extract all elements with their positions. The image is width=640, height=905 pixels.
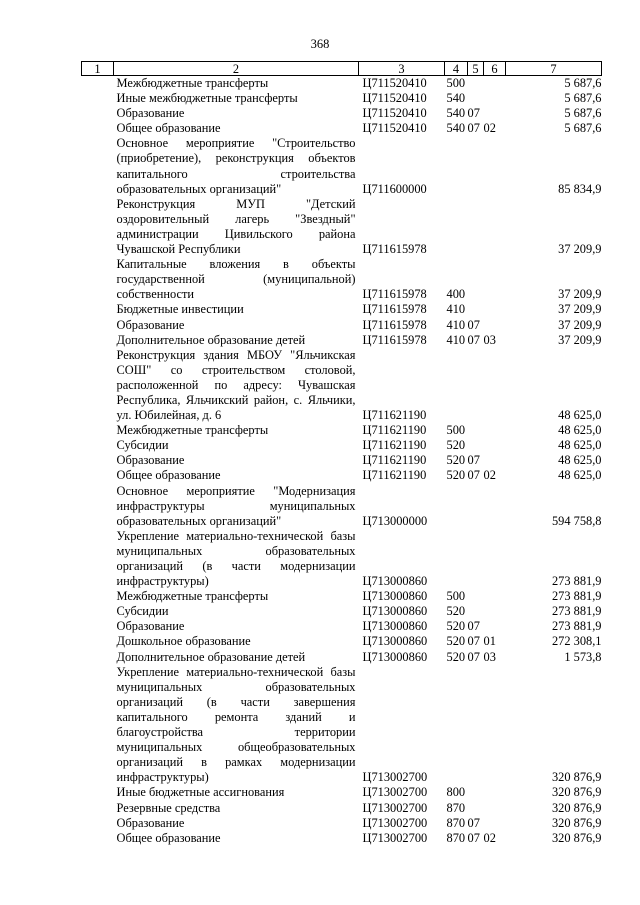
row-name: Общее образование	[116, 830, 221, 845]
blank-cell	[82, 423, 114, 438]
row-code: Ц711621190	[362, 408, 427, 423]
row-amount: 37 209,9	[558, 317, 602, 332]
blank-cell	[82, 619, 114, 634]
row-amount: 48 625,0	[558, 468, 602, 483]
row-subsection: 01	[483, 634, 496, 649]
row-expense-type: 500	[446, 423, 466, 438]
header-col-3: 3	[359, 62, 445, 76]
row-subsection	[484, 484, 506, 529]
row-expense-type: 520	[446, 634, 466, 649]
row-name: Субсидии	[116, 604, 169, 619]
row-expense-type	[445, 348, 468, 423]
row-expense-type: 520	[446, 438, 466, 453]
row-name: Укрепление материально-технической базы муниципальных образовательных организаций (в части модернизации инфраструктуры)	[116, 528, 356, 589]
blank-cell	[82, 484, 114, 529]
row-subsection: 03	[483, 649, 496, 664]
row-name: Образование	[116, 106, 185, 121]
row-expense-type: 540	[446, 121, 466, 136]
header-col-6: 6	[484, 62, 506, 76]
row-section	[468, 785, 484, 800]
row-code: Ц711520410	[362, 91, 427, 106]
row-amount: 48 625,0	[558, 453, 602, 468]
header-col-7: 7	[506, 62, 602, 76]
row-amount: 320 876,9	[551, 830, 602, 845]
row-subsection	[484, 816, 506, 831]
row-expense-type	[445, 665, 468, 786]
row-section	[468, 257, 484, 302]
row-section: 07	[467, 453, 480, 468]
row-section	[468, 197, 484, 257]
row-name: Иные бюджетные ассигнования	[116, 785, 285, 800]
row-expense-type: 870	[446, 830, 466, 845]
row-section: 07	[467, 830, 480, 845]
blank-cell	[82, 76, 114, 92]
row-name: Дошкольное образование	[116, 634, 251, 649]
row-section	[468, 801, 484, 816]
row-section: 07	[467, 121, 480, 136]
row-code: Ц711615978	[362, 332, 427, 347]
header-col-4: 4	[445, 62, 468, 76]
table-row	[82, 831, 602, 846]
row-expense-type: 540	[446, 91, 466, 106]
row-amount: 320 876,9	[551, 785, 602, 800]
header-col-1: 1	[82, 62, 114, 76]
row-expense-type: 410	[446, 332, 466, 347]
row-expense-type	[445, 136, 468, 196]
row-subsection	[484, 665, 506, 786]
blank-cell	[82, 333, 114, 348]
table-body	[82, 76, 602, 846]
row-amount: 320 876,9	[551, 770, 602, 785]
row-expense-type: 520	[446, 453, 466, 468]
row-code: Ц711520410	[362, 76, 427, 90]
row-expense-type	[445, 529, 468, 589]
row-name: Основное мероприятие "Модернизация инфраструктуры муниципальных образовательных организаций"	[116, 483, 356, 528]
row-amount: 37 209,9	[558, 287, 602, 302]
row-code: Ц711621190	[362, 423, 427, 438]
row-name: Межбюджетные трансферты	[116, 589, 269, 604]
row-section	[468, 438, 484, 453]
blank-cell	[82, 831, 114, 846]
blank-cell	[82, 785, 114, 800]
header-col-5: 5	[468, 62, 484, 76]
blank-cell	[82, 634, 114, 649]
row-name: Общее образование	[116, 121, 221, 136]
blank-cell	[82, 650, 114, 665]
table-row	[82, 634, 602, 649]
row-amount: 273 881,9	[551, 589, 602, 604]
row-code: Ц711621190	[362, 453, 427, 468]
budget-table	[81, 61, 602, 846]
row-code: Ц711615978	[362, 317, 427, 332]
row-expense-type: 520	[446, 649, 466, 664]
row-amount: 273 881,9	[551, 619, 602, 634]
blank-cell	[82, 589, 114, 604]
row-subsection	[484, 91, 506, 106]
blank-cell	[82, 257, 114, 302]
table-row	[82, 589, 602, 604]
row-section	[468, 76, 484, 92]
row-expense-type: 540	[446, 106, 466, 121]
row-subsection	[484, 76, 506, 92]
row-section	[468, 348, 484, 423]
row-code: Ц713002700	[362, 770, 428, 785]
row-code: Ц713000860	[362, 619, 428, 634]
blank-cell	[82, 468, 114, 483]
row-name: Образование	[116, 815, 185, 830]
row-code: Ц713000860	[362, 649, 428, 664]
row-expense-type: 500	[446, 76, 466, 90]
table-row	[82, 453, 602, 468]
row-code: Ц713000860	[362, 634, 428, 649]
row-expense-type: 500	[446, 589, 466, 604]
row-section	[468, 484, 484, 529]
row-subsection	[484, 106, 506, 121]
row-code: Ц711520410	[362, 106, 427, 121]
row-code: Ц713002700	[362, 830, 428, 845]
blank-cell	[82, 348, 114, 423]
row-amount: 272 308,1	[551, 634, 602, 649]
row-section: 07	[467, 619, 480, 634]
row-section: 07	[467, 634, 480, 649]
row-name: Образование	[116, 619, 185, 634]
row-amount: 85 834,9	[558, 181, 602, 196]
blank-cell	[82, 529, 114, 589]
table-row	[82, 423, 602, 438]
row-section	[468, 136, 484, 196]
row-amount: 320 876,9	[551, 800, 602, 815]
row-section	[468, 91, 484, 106]
blank-cell	[82, 801, 114, 816]
table-row	[82, 121, 602, 136]
row-amount: 273 881,9	[551, 574, 602, 589]
row-amount: 273 881,9	[551, 604, 602, 619]
row-section: 07	[467, 815, 480, 830]
row-section	[468, 604, 484, 619]
row-code: Ц711600000	[362, 181, 427, 196]
page-number: 368	[310, 37, 330, 51]
blank-cell	[82, 318, 114, 333]
row-expense-type: 520	[446, 468, 466, 483]
row-expense-type: 520	[446, 619, 466, 634]
row-expense-type: 800	[446, 785, 466, 800]
row-subsection	[484, 197, 506, 257]
blank-cell	[82, 438, 114, 453]
row-name: Бюджетные инвестиции	[116, 302, 244, 317]
row-amount: 594 758,8	[551, 513, 602, 528]
row-code: Ц713000860	[362, 574, 428, 589]
table-row	[82, 136, 602, 196]
row-subsection	[484, 453, 506, 468]
blank-cell	[82, 453, 114, 468]
row-code: Ц711621190	[362, 438, 427, 453]
table-row	[82, 484, 602, 529]
row-code: Ц711621190	[362, 468, 427, 483]
row-code: Ц713000000	[362, 513, 428, 528]
row-expense-type: 870	[446, 815, 466, 830]
row-section: 07	[467, 468, 480, 483]
row-subsection: 03	[483, 332, 496, 347]
row-subsection	[484, 257, 506, 302]
row-amount: 37 209,9	[558, 242, 602, 257]
row-expense-type	[445, 197, 468, 257]
row-name: Дополнительное образование детей	[116, 649, 306, 664]
row-name: Общее образование	[116, 468, 221, 483]
table-row	[82, 785, 602, 800]
row-subsection	[484, 136, 506, 196]
table-row	[82, 801, 602, 816]
row-amount: 37 209,9	[558, 302, 602, 317]
row-code: Ц713000860	[362, 589, 428, 604]
row-amount: 5 687,6	[564, 91, 602, 106]
row-subsection	[484, 785, 506, 800]
table-row	[82, 318, 602, 333]
row-code: Ц713002700	[362, 815, 428, 830]
row-subsection	[484, 438, 506, 453]
row-code: Ц713002700	[362, 800, 428, 815]
row-name: Дополнительное образование детей	[116, 332, 306, 347]
row-subsection: 02	[483, 830, 496, 845]
row-amount: 48 625,0	[558, 423, 602, 438]
row-amount: 1 573,8	[564, 649, 602, 664]
row-name: Основное мероприятие "Строительство (приобретение), реконструкция объектов капитального строительства образовательных организаций"	[116, 136, 356, 196]
row-expense-type: 520	[446, 604, 466, 619]
row-expense-type: 410	[446, 302, 466, 317]
table-row	[82, 91, 602, 106]
row-code: Ц711615978	[362, 302, 427, 317]
row-name: Межбюджетные трансферты	[116, 76, 269, 90]
row-amount: 5 687,6	[564, 121, 602, 136]
blank-cell	[82, 197, 114, 257]
row-section: 07	[467, 106, 480, 121]
row-amount: 5 687,6	[564, 76, 602, 90]
row-section	[468, 529, 484, 589]
row-subsection	[484, 801, 506, 816]
header-col-2: 2	[114, 62, 359, 76]
table-row	[82, 816, 602, 831]
table-row	[82, 529, 602, 589]
row-name: Укрепление материально-технической базы муниципальных образовательных организаций (в части завершения капитального ремонта зданий и благоустройства территории муниципальных общеобразовательных организаций в рамках модернизации инфраструктуры)	[116, 664, 356, 785]
row-name: Образование	[116, 317, 185, 332]
table-row	[82, 106, 602, 121]
table-row	[82, 665, 602, 786]
blank-cell	[82, 604, 114, 619]
table-row	[82, 348, 602, 423]
row-subsection: 02	[483, 121, 496, 136]
row-code: Ц711615978	[362, 287, 427, 302]
table-row	[82, 76, 602, 92]
table-row	[82, 438, 602, 453]
row-amount: 5 687,6	[564, 106, 602, 121]
blank-cell	[82, 302, 114, 317]
row-subsection	[484, 619, 506, 634]
row-section: 07	[467, 649, 480, 664]
row-code: Ц711520410	[362, 121, 427, 136]
row-expense-type: 870	[446, 800, 466, 815]
row-name: Резервные средства	[116, 800, 221, 815]
row-name: Капитальные вложения в объекты государственной (муниципальной) собственности	[116, 257, 356, 302]
blank-cell	[82, 816, 114, 831]
table-row	[82, 604, 602, 619]
row-name: Межбюджетные трансферты	[116, 423, 269, 438]
blank-cell	[82, 121, 114, 136]
row-expense-type	[445, 484, 468, 529]
row-section: 07	[467, 317, 480, 332]
row-subsection	[484, 589, 506, 604]
row-section	[468, 302, 484, 317]
header-row	[82, 62, 602, 76]
table-row	[82, 197, 602, 257]
row-name: Иные межбюджетные трансферты	[116, 91, 298, 106]
row-name: Реконструкция здания МБОУ "Яльчикская СОШ" со строительством столовой, расположенной по адресу: Чувашская Республика, Яльчикский район, с. Яльчики, ул. Юбилейная, д. 6	[116, 347, 356, 423]
blank-cell	[82, 91, 114, 106]
row-expense-type: 410	[446, 317, 466, 332]
row-section	[468, 589, 484, 604]
row-code: Ц711615978	[362, 242, 427, 257]
table-row	[82, 468, 602, 483]
row-amount: 320 876,9	[551, 815, 602, 830]
table-header	[82, 62, 602, 76]
row-section	[468, 423, 484, 438]
row-subsection: 02	[483, 468, 496, 483]
table-row	[82, 619, 602, 634]
row-amount: 37 209,9	[558, 332, 602, 347]
row-subsection	[484, 348, 506, 423]
row-subsection	[484, 604, 506, 619]
row-code: Ц713002700	[362, 785, 428, 800]
blank-cell	[82, 106, 114, 121]
row-expense-type: 400	[446, 287, 466, 302]
row-section: 07	[467, 332, 480, 347]
row-name: Образование	[116, 453, 185, 468]
table-row	[82, 257, 602, 302]
blank-cell	[82, 665, 114, 786]
row-amount: 48 625,0	[558, 438, 602, 453]
row-name: Субсидии	[116, 438, 169, 453]
row-code: Ц713000860	[362, 604, 428, 619]
blank-cell	[82, 136, 114, 196]
row-name: Реконструкция МУП "Детский оздоровительный лагерь "Звездный" администрации Цивильского района Чувашской Республики	[116, 196, 356, 257]
row-subsection	[484, 318, 506, 333]
table-row	[82, 302, 602, 317]
row-subsection	[484, 529, 506, 589]
table-row	[82, 650, 602, 665]
row-subsection	[484, 423, 506, 438]
row-amount: 48 625,0	[558, 408, 602, 423]
table-row	[82, 333, 602, 348]
row-section	[468, 665, 484, 786]
row-subsection	[484, 302, 506, 317]
